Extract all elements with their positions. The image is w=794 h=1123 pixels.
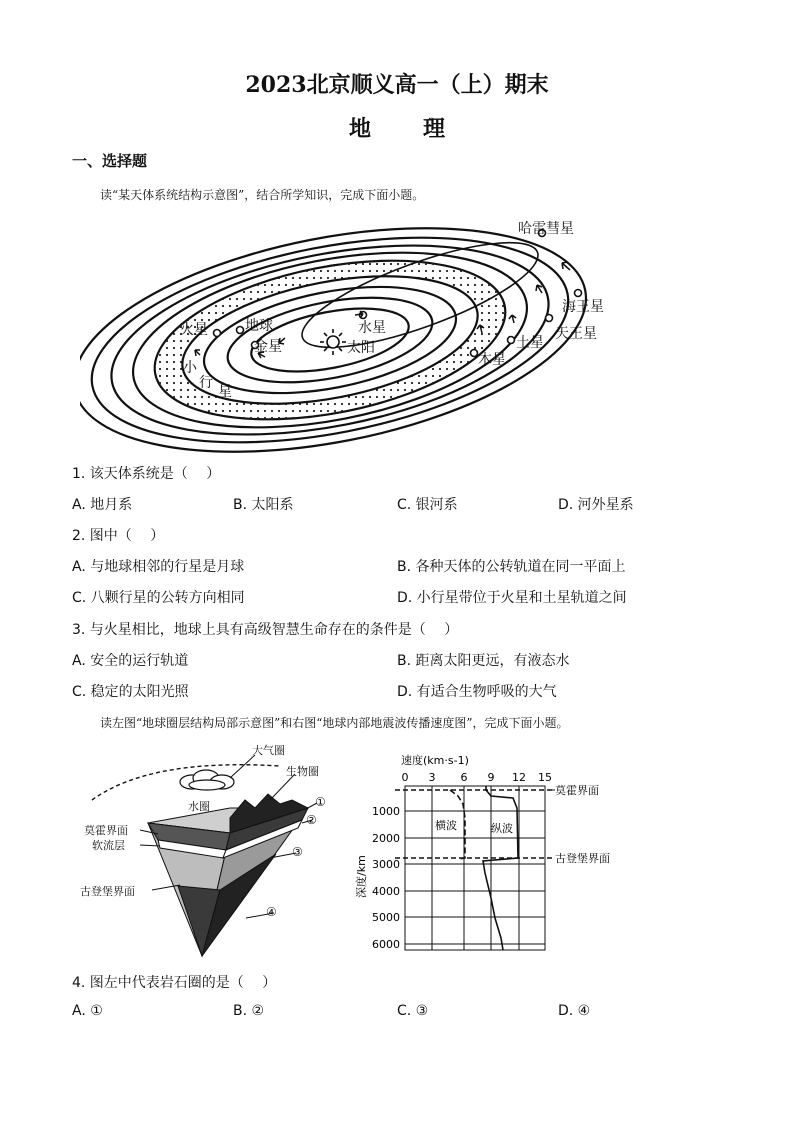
depth-tick-4000: 4000 (372, 885, 400, 898)
asteroid-label-3: 星 (218, 384, 232, 400)
speed-tick-15: 15 (538, 771, 552, 784)
solar-system-diagram (80, 205, 700, 455)
s-wave-label: 横波 (435, 819, 457, 832)
question-4-stem: 4. 图左中代表岩石圈的是（ ） (72, 975, 277, 991)
p-wave-label: 纵波 (491, 822, 513, 835)
mars-label: 火星 (180, 322, 208, 338)
earth-sphere-diagram (80, 738, 350, 963)
hydrosphere-label: 水圈 (188, 800, 210, 813)
depth-tick-2000: 2000 (372, 832, 400, 845)
mars-marker (214, 330, 221, 337)
earth-label: 地球 (245, 318, 273, 334)
neptune-marker (575, 290, 582, 297)
gutenberg-boundary-label: 古登堡界面 (555, 852, 610, 865)
q2-option-c[interactable]: C. 八颗行星的公转方向相同 (72, 590, 245, 606)
q4-option-a[interactable]: A. ① (72, 1003, 103, 1019)
speed-tick-0: 0 (401, 771, 409, 784)
speed-tick-3: 3 (428, 771, 436, 784)
question-2-stem: 2. 图中（ ） (72, 528, 165, 544)
cloud-icon (180, 770, 234, 790)
speed-axis-label: 速度(km·s-1) (401, 754, 469, 767)
earth-marker (237, 327, 244, 334)
intro-text-2: 读左图“地球圈层结构局部示意图”和右图“地球内部地震波传播速度图”，完成下面小题。 (100, 716, 569, 730)
section-heading: 一、选择题 (72, 152, 148, 170)
speed-tick-12: 12 (512, 771, 526, 784)
q1-option-d[interactable]: D. 河外星系 (558, 497, 634, 513)
subject-char-2: 理 (423, 116, 446, 142)
layer-4-label: ④ (266, 905, 277, 919)
q4-option-c[interactable]: C. ③ (397, 1003, 429, 1019)
jupiter-marker (471, 350, 478, 357)
comet-label: 哈雷彗星 (518, 221, 574, 237)
question-1-stem: 1. 该天体系统是（ ） (72, 466, 221, 482)
q3-option-b[interactable]: B. 距离太阳更远，有液态水 (397, 653, 570, 669)
intro-text-1: 读“某天体系统结构示意图”，结合所学知识，完成下面小题。 (100, 188, 425, 202)
gutenberg-label: 古登堡界面 (80, 885, 135, 898)
saturn-label: 土星 (516, 335, 544, 351)
layer-3-label: ③ (292, 845, 303, 859)
q4-option-d[interactable]: D. ④ (558, 1003, 591, 1019)
depth-tick-5000: 5000 (372, 911, 400, 924)
depth-tick-6000: 6000 (372, 938, 400, 951)
exam-title: 2023北京顺义高一（上）期末 (245, 72, 549, 98)
atmosphere-label: 大气圈 (252, 744, 285, 757)
biosphere-label: 生物圈 (286, 765, 319, 778)
q1-option-a[interactable]: A. 地月系 (72, 497, 133, 513)
speed-tick-6: 6 (460, 771, 468, 784)
q2-option-b[interactable]: B. 各种天体的公转轨道在同一平面上 (397, 559, 626, 575)
uranus-label: 天王星 (555, 326, 597, 342)
seismic-wave-chart (355, 748, 635, 956)
uranus-marker (546, 315, 553, 322)
asthenosphere-label: 软流层 (92, 839, 125, 852)
q3-option-d[interactable]: D. 有适合生物呼吸的大气 (397, 684, 557, 700)
q2-option-d[interactable]: D. 小行星带位于火星和土星轨道之间 (397, 590, 627, 606)
subject-char-1: 地 (348, 116, 371, 142)
venus-label: 金星 (254, 339, 282, 355)
sun-label: 太阳 (347, 340, 375, 356)
q2-option-a[interactable]: A. 与地球相邻的行星是月球 (72, 559, 245, 575)
depth-axis-label: 深度/km (355, 855, 368, 898)
question-3-stem: 3. 与火星相比，地球上具有高级智慧生命存在的条件是（ ） (72, 622, 459, 638)
layer-2-label: ② (306, 813, 317, 827)
moho-boundary-label: 莫霍界面 (555, 784, 599, 797)
q1-option-c[interactable]: C. 银河系 (397, 497, 458, 513)
q3-option-c[interactable]: C. 稳定的太阳光照 (72, 684, 189, 700)
neptune-label: 海王星 (562, 299, 604, 315)
q4-option-b[interactable]: B. ② (233, 1003, 265, 1019)
subject-title (0, 112, 794, 143)
layer-1-label: ① (315, 795, 326, 809)
asteroid-label-2: 行 (199, 375, 213, 391)
moho-label: 莫霍界面 (84, 824, 128, 837)
jupiter-label: 木星 (478, 352, 506, 368)
speed-tick-9: 9 (487, 771, 495, 784)
asteroid-label-1: 小 (183, 360, 197, 376)
depth-tick-3000: 3000 (372, 858, 400, 871)
saturn-marker (508, 337, 515, 344)
mercury-label: 水星 (358, 320, 386, 336)
depth-tick-1000: 1000 (372, 805, 400, 818)
q1-option-b[interactable]: B. 太阳系 (233, 497, 294, 513)
q3-option-a[interactable]: A. 安全的运行轨道 (72, 653, 189, 669)
